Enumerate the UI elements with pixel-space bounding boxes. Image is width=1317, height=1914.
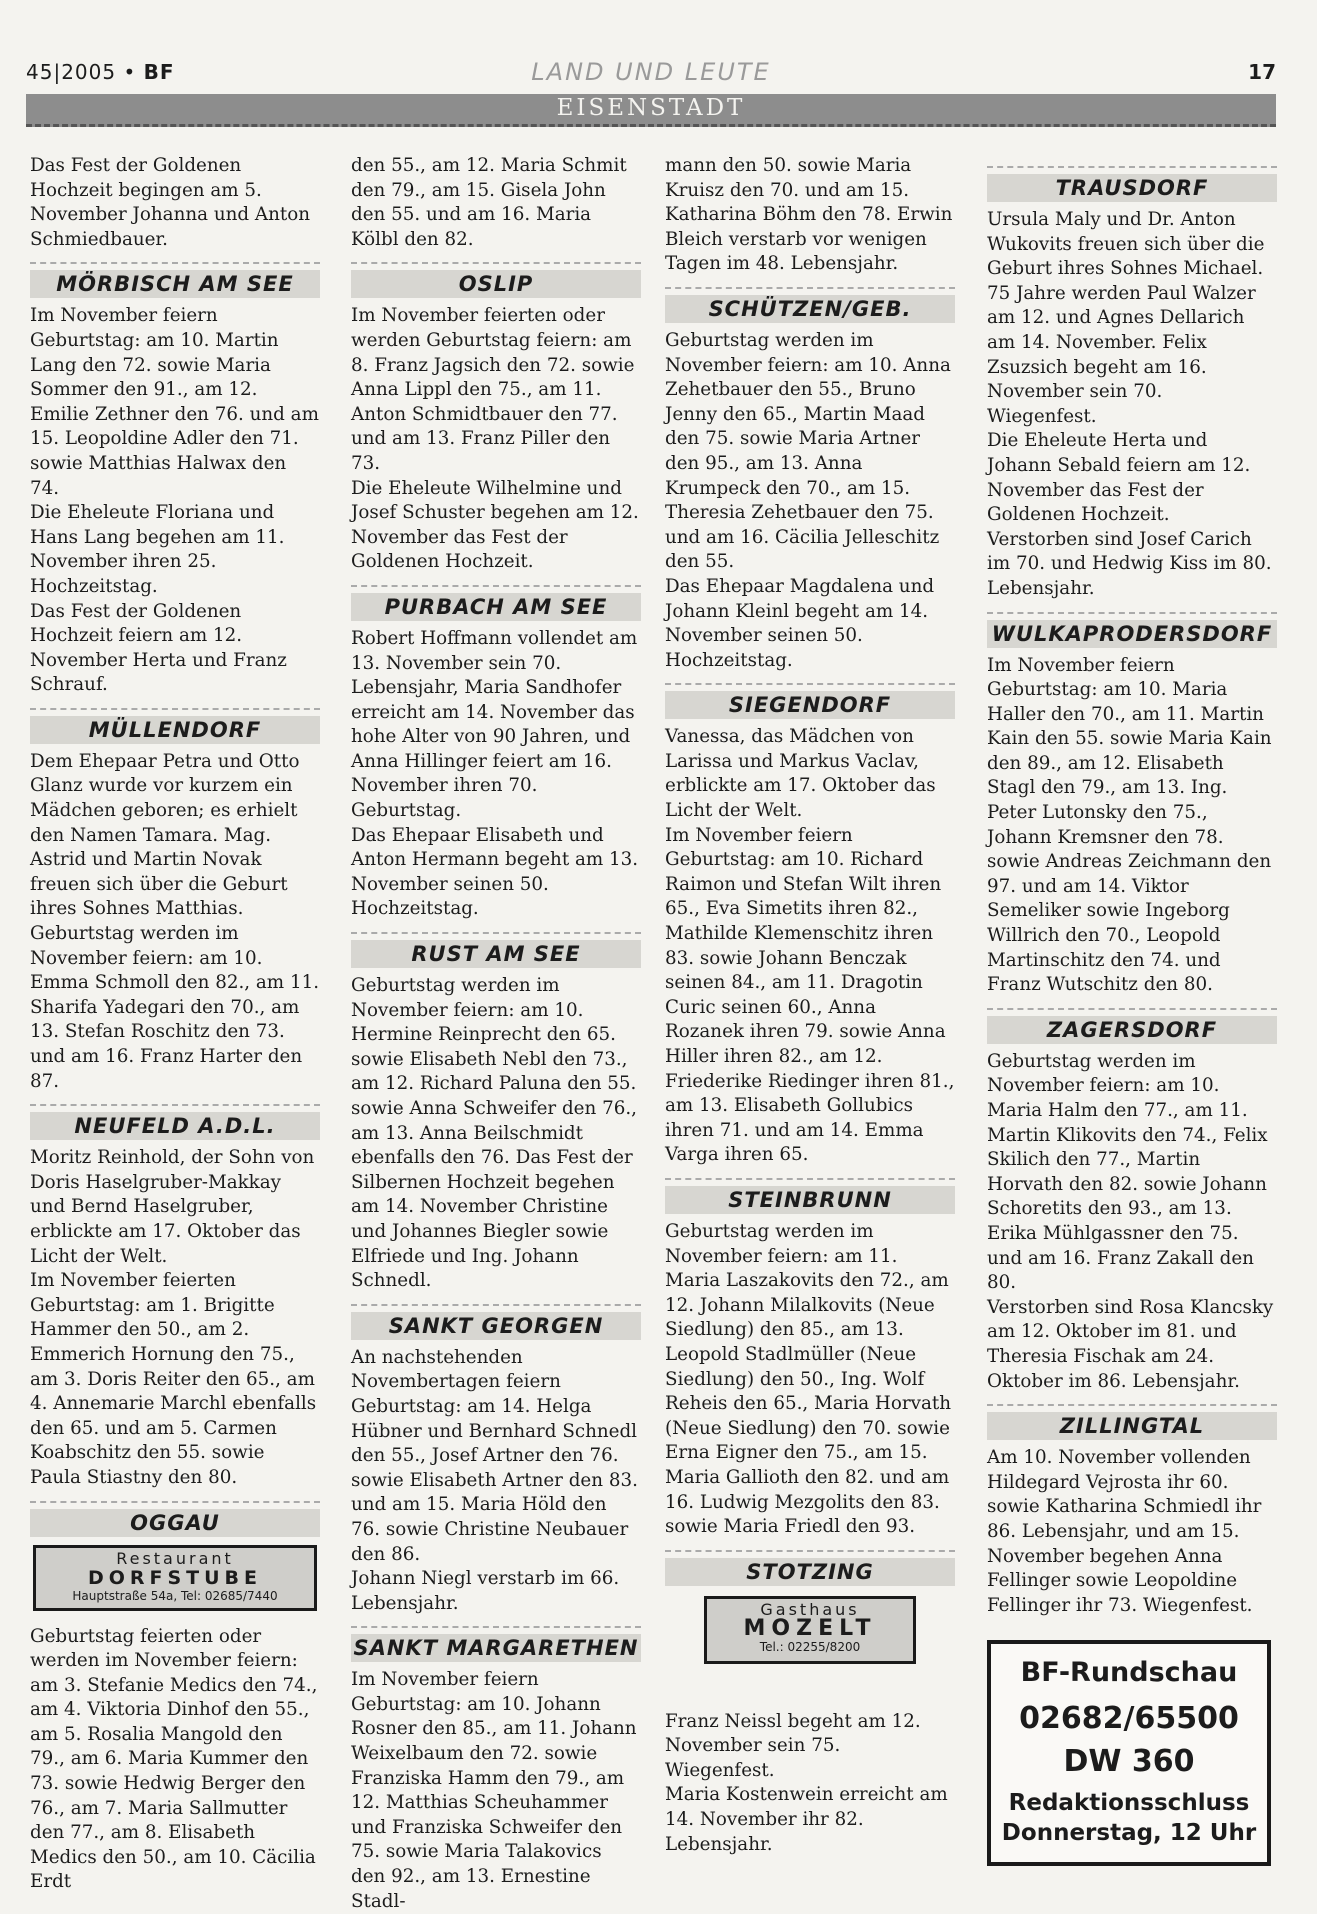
article-paragraph: Geburtstag werden im November feiern: am 10. Emma Schmoll den 82., am 11. Sharifa Yadegari den 70., am 13. Stefan Roschitz den 73. und am 16. Franz Harter den 87. [30,923,320,1092]
column-4 [987,154,1277,1866]
ad-line: Gasthaus [760,1599,860,1619]
article-paragraph: Ursula Maly und Dr. Anton Wukovits freuen sich über die Geburt ihres Sohnes Michael. 75 Jahre werden Paul Walzer am 12. und Agnes Dellarich am 14. November. Felix Zsuzsich begeht am 16. November sein 70. Wiegenfest. [987,209,1265,427]
heading-oslip: OSLIP [351,262,641,298]
article-paragraph: Maria Kostenwein erreicht am 14. November ihr 82. Lebensjahr. [665,1784,948,1855]
article-paragraph: Moritz Reinhold, der Sohn von Doris Haselgruber-Makkay und Bernd Haselgruber, erblickte am 17. Oktober das Licht der Welt. [30,1147,315,1267]
article-paragraph: Franz Neissl begeht am 12. November sein 75. Wiegenfest. [665,1710,921,1781]
box-deadline-time: Donnerstag, 12 Uhr [1001,1820,1257,1847]
region-title: EISENSTADT [556,95,746,121]
article-paragraph: Das Ehepaar Elisabeth und Anton Hermann begeht am 13. November seinen 50. Hochzeitstag. [351,824,639,920]
heading-rust: RUST AM SEE [351,932,641,968]
heading-oggau: OGGAU [30,1501,320,1537]
region-band [26,94,1276,127]
heading-sankt-margarethen: SANKT MARGARETHEN [351,1626,641,1662]
ad-name: MOZELT [743,1615,877,1641]
article-paragraph: Im November feiern Geburtstag: am 10. Richard Raimon und Stefan Wilt ihren 65., Eva Simetits ihren 82., Mathilde Klemenschitz ihren 83. sowie Johann Benczak seinen 84., am 11. Dragotin Curic seinen 60., Anna Rozanek ihren 79. sowie Anna Hiller ihren 82., am 12. Friederike Riedinger ihren 81., am 13. Elisabeth Gollubics ihren 71. und am 14. Emma Varga ihren 65. [665,824,955,1166]
article-paragraph: Die Eheleute Herta und Johann Sebald feiern am 12. November das Fest der Goldenen Hochzeit. [987,430,1251,526]
box-title: BF-Rundschau [1020,1657,1238,1689]
heading-neufeld: NEUFELD A.D.L. [30,1104,320,1140]
article-paragraph: Verstorben sind Josef Carich im 70. und Hedwig Kiss im 80. Lebensjahr. [987,528,1272,599]
ad-name: DORFSTUBE [87,1566,263,1589]
box-deadline-label: Redaktionsschluss [1008,1790,1250,1817]
heading-sankt-georgen: SANKT GEORGEN [351,1304,641,1340]
article-paragraph: Am 10. November vollenden Hildegard Vejrosta ihr 60. sowie Katharina Schmiedl ihr 86. Lebensjahr, und am 15. November begehen Anna Fellinger sowie Leopoldine Fellinger ihr 73. Wiegenfest. [987,1447,1262,1616]
article-paragraph: Im November feierten Geburtstag: am 1. Brigitte Hammer den 50., am 2. Emmerich Hornung den 75., am 3. Doris Reiter den 65., am 4. Annemarie Marchl ebenfalls den 65. und am 5. Carmen Koabschitz den 55. sowie Paula Stiastny den 80. [30,1270,317,1488]
article-paragraph: Die Eheleute Wilhelmine und Josef Schuster begehen am 12. November das Fest der Goldenen Hochzeit. [351,477,639,573]
article-paragraph: Dem Ehepaar Petra und Otto Glanz wurde vor kurzem ein Mädchen geboren; es erhielt den Namen Tamara. Mag. Astrid und Martin Novak freuen sich über die Geburt ihres Sohnes Matthias. [30,750,300,920]
heading-steinbrunn: STEINBRUNN [665,1178,955,1214]
page-header [26,58,1276,84]
article-paragraph: Im November feiern Geburtstag: am 10. Martin Lang den 72. sowie Maria Sommer den 91., am 12. Emilie Zethner den 76. und am 15. Leopoldine Adler den 71. sowie Matthias Halwax den 74. [30,305,319,499]
heading-schuetzen: SCHÜTZEN/GEB. [665,287,955,323]
article-paragraph: Geburtstag feierten oder werden im November feiern: am 3. Stefanie Medics den 74., am 4. Viktoria Dinhof den 55., am 5. Rosalia Mangold den 79., am 6. Maria Kummer den 73. sowie Hedwig Berger den 76., am 7. Maria Sallmutter den 77., am 8. Elisabeth Medics den 50., am 10. Cäcilia Erdt [30,1625,318,1893]
article-paragraph: Im November feiern Geburtstag: am 10. Maria Haller den 70., am 11. Martin Kain den 55. sowie Maria Kain den 89., am 12. Elisabeth Stagl den 79., am 13. Ing. Peter Lutonsky den 75., Johann Kremsner den 78. sowie Andreas Zeichmann den 97. und am 14. Viktor Semeliker sowie Ingeborg Willrich den 70., Leopold Martinschitz den 74. und Franz Wutschitz den 80. [987,654,1272,996]
ad-phone: Tel.: 02255/8200 [759,1639,861,1654]
heading-trausdorf: TRAUSDORF [987,166,1277,202]
article-paragraph: An nachstehenden Novembertagen feiern Geburtstag: am 14. Helga Hübner und Bernhard Schnedl den 55., Josef Artner den 76. sowie Elisabeth Artner den 83. und am 15. Maria Höld den 76. sowie Christine Neubauer den 86. [351,1346,638,1565]
page-number: 17 [1248,60,1276,84]
section-title: LAND UND LEUTE [531,58,771,86]
article-paragraph: Johann Niegl verstarb im 66. Lebensjahr. [351,1568,620,1614]
heading-zagersdorf: ZAGERSDORF [987,1008,1277,1044]
box-phone: 02682/65500 [1019,1701,1239,1737]
box-extension: DW 360 [1063,1744,1195,1780]
heading-wulkaprodersdorf: WULKAPRODERSDORF [987,612,1277,648]
article-paragraph: Das Fest der Goldenen Hochzeit feiern am 12. November Herta und Franz Schrauf. [30,600,287,696]
ad-gasthaus-mozelt [704,1596,916,1664]
article-paragraph: Das Fest der Goldenen Hochzeit begingen am 5. November Johanna und Anton Schmiedbauer. [30,155,310,250]
brand-name: BF [143,60,175,84]
heading-purbach: PURBACH AM SEE [351,585,641,621]
article-paragraph: Verstorben sind Rosa Klancsky am 12. Oktober im 81. und Theresia Fischak am 24. Oktober im 86. Lebensjahr. [987,1296,1274,1392]
article-paragraph: Geburtstag werden im November feiern: am 10. Anna Zehetbauer den 55., Bruno Jenny den 65., Martin Maad den 75. sowie Maria Artner den 95., am 13. Anna Krumpeck den 70., am 15. Theresia Zehetbauer den 75. und am 16. Cäcilia Jelleschitz den 55. [665,329,951,573]
heading-stotzing: STOTZING [665,1550,955,1586]
article-paragraph: Geburtstag werden im November feiern: am 11. Maria Laszakovits den 72., am 12. Johann Milalkovits (Neue Siedlung) den 85., am 13. Leopold Stadlmüller (Neue Siedlung) den 50., Ing. Wolf Reheis den 65., Maria Horvath (Neue Siedlung) den 70. sowie Erna Eigner den 75., am 15. Maria Gallioth den 82. und am 16. Ludwig Mezgolits den 83. sowie Maria Friedl den 93. [665,1220,951,1538]
issue-number: 45|2005 • [26,60,137,84]
article-paragraph: Die Eheleute Floriana und Hans Lang begehen am 11. November ihren 25. Hochzeitstag. [30,502,285,597]
article-paragraph: Geburtstag werden im November feiern: am 10. Maria Halm den 77., am 11. Martin Klikovits den 74., Felix Skilich den 77., Martin Horvath den 82. sowie Johann Schoretits den 93., am 13. Erika Mühlgassner den 75. und am 16. Franz Zakall den 80. [987,1050,1268,1294]
column-3 [665,154,955,1857]
column-2 [351,154,641,1914]
ad-address: Hauptstraße 54a, Tel: 02685/7440 [72,1588,278,1603]
article-paragraph: Geburtstag werden im November feiern: am 10. Hermine Reinprecht den 65. sowie Elisabeth Nebl den 73., am 12. Richard Paluna den 55. sowie Anna Schweifer den 76., am 13. Anna Beilschmidt ebenfalls den 76. Das Fest der Silbernen Hochzeit begehen am 14. November Christine und Johannes Biegler sowie Elfriede und Ing. Johann Schnedl. [351,975,637,1292]
heading-zillingtal: ZILLINGTAL [987,1404,1277,1440]
heading-muellendorf: MÜLLENDORF [30,708,320,744]
article-paragraph: mann den 50. sowie Maria Kruisz den 70. und am 15. Katharina Böhm den 78. Erwin Bleich verstarb vor wenigen Tagen im 48. Lebensjahr. [665,155,953,275]
ad-line: Restaurant [116,1548,234,1568]
column-1 [30,154,320,1895]
article-paragraph: Das Ehepaar Magdalena und Johann Kleinl begeht am 14. November seinen 50. Hochzeitstag. [665,575,935,671]
article-paragraph: Vanessa, das Mädchen von Larissa und Markus Vaclav, erblickte am 17. Oktober das Licht der Welt. [665,726,936,822]
article-paragraph: Im November feierten oder werden Geburtstag feiern: am 8. Franz Jagsich den 72. sowie Anna Lippl den 75., am 11. Anton Schmidtbauer den 77. und am 13. Franz Piller den 73. [351,305,635,474]
article-paragraph: Robert Hoffmann vollendet am 13. November sein 70. Lebensjahr, Maria Sandhofer erreicht am 14. November das hohe Alter von 90 Jahren, und Anna Hillinger feiert am 16. November ihren 70. Geburtstag. [351,627,638,822]
heading-moerbisch: MÖRBISCH AM SEE [30,262,320,298]
ad-restaurant-dorfstube [33,1545,317,1611]
heading-siegendorf: SIEGENDORF [665,683,955,719]
article-paragraph: den 55., am 12. Maria Schmit den 79., am 15. Gisela John den 55. und am 16. Maria Kölbl den 82. [351,155,627,250]
contact-box [987,1640,1271,1866]
article-paragraph: Im November feiern Geburtstag: am 10. Johann Rosner den 85., am 11. Johann Weixelbaum den 72. sowie Franziska Hamm den 79., am 12. Matthias Scheuhammer und Franziska Schweifer den 75. sowie Maria Talakovics den 92., am 13. Ernestine Stadl- [351,1669,637,1912]
